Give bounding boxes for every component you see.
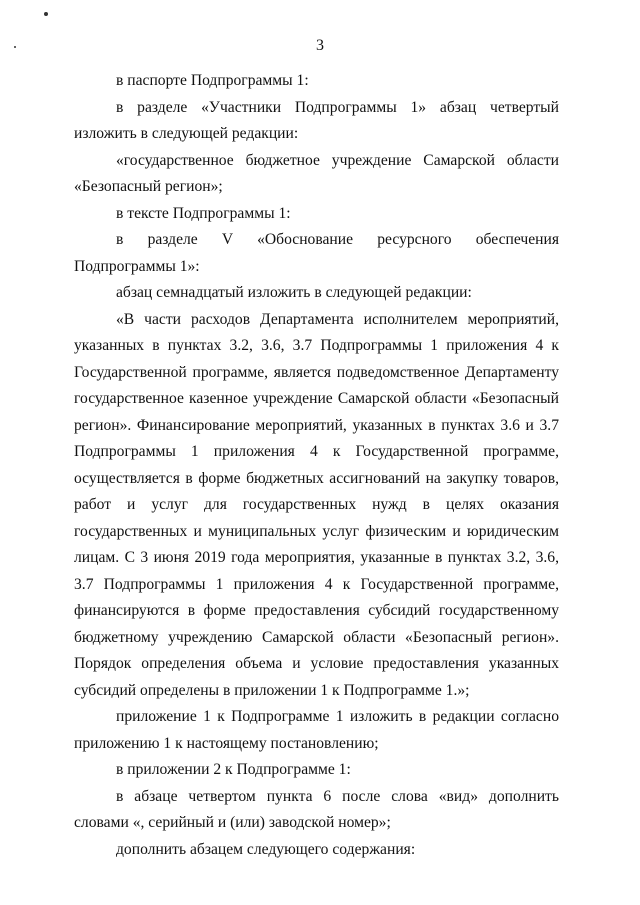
paragraph: в тексте Подпрограммы 1: — [116, 204, 291, 222]
paragraph: в абзаце четвертом пункта 6 после слова «вид» дополнить словами «, серийный и (или) заводской номер»; — [74, 787, 559, 831]
paragraph: дополнить абзацем следующего содержания: — [116, 840, 416, 858]
paragraph: в приложении 2 к Подпрограмме 1: — [116, 761, 351, 778]
paragraph: приложение 1 к Подпрограмме 1 изложить в редакции согласно приложению 1 к настоящему постановлению; — [74, 708, 559, 752]
paragraph: в паспорте Подпрограммы 1: — [116, 72, 309, 89]
paragraph: абзац семнадцатый изложить в следующей редакции: — [116, 284, 472, 301]
paragraph: «государственное бюджетное учреждение Самарской области «Безопасный регион»; — [74, 151, 559, 195]
document-body — [74, 68, 559, 863]
paragraph: в разделе «Участники Подпрограммы 1» абзац четвертый изложить в следующей редакции: — [74, 98, 559, 142]
paragraph: в разделе V «Обоснование ресурсного обеспечения Подпрограммы 1»: — [74, 231, 559, 275]
paragraph: «В части расходов Департамента исполнителем мероприятий, указанных в пунктах 3.2, 3.6, 3.7 Подпрограммы 1 приложения 4 к Государственной программе, является подведомственное Департаменту государственное казенное учреждение Самарской области «Безопасный регион». Финансирование мероприятий, указанных в пунктах 3.6 и 3.7 Подпрограммы 1 приложения 4 к Государственной программе, осуществляется в форме бюджетных ассигнований на закупку товаров, работ и услуг для государственных нужд в целях оказания государственных и муниципальных услуг физическим и юридическим лицам. С 3 июня 2019 года мероприятия, указанные в пунктах 3.2, 3.6, 3.7 Подпрограммы 1 приложения 4 к Государственной программе, финансируются в форме предоставления субсидий государственному бюджетному учреждению Самарской области «Безопасный регион». Порядок определения объема и условие предоставления указанных субсидий определены в приложении 1 к Подпрограмме 1.»; — [74, 310, 559, 699]
page-number: 3 — [316, 37, 324, 54]
scan-speck — [44, 12, 48, 16]
